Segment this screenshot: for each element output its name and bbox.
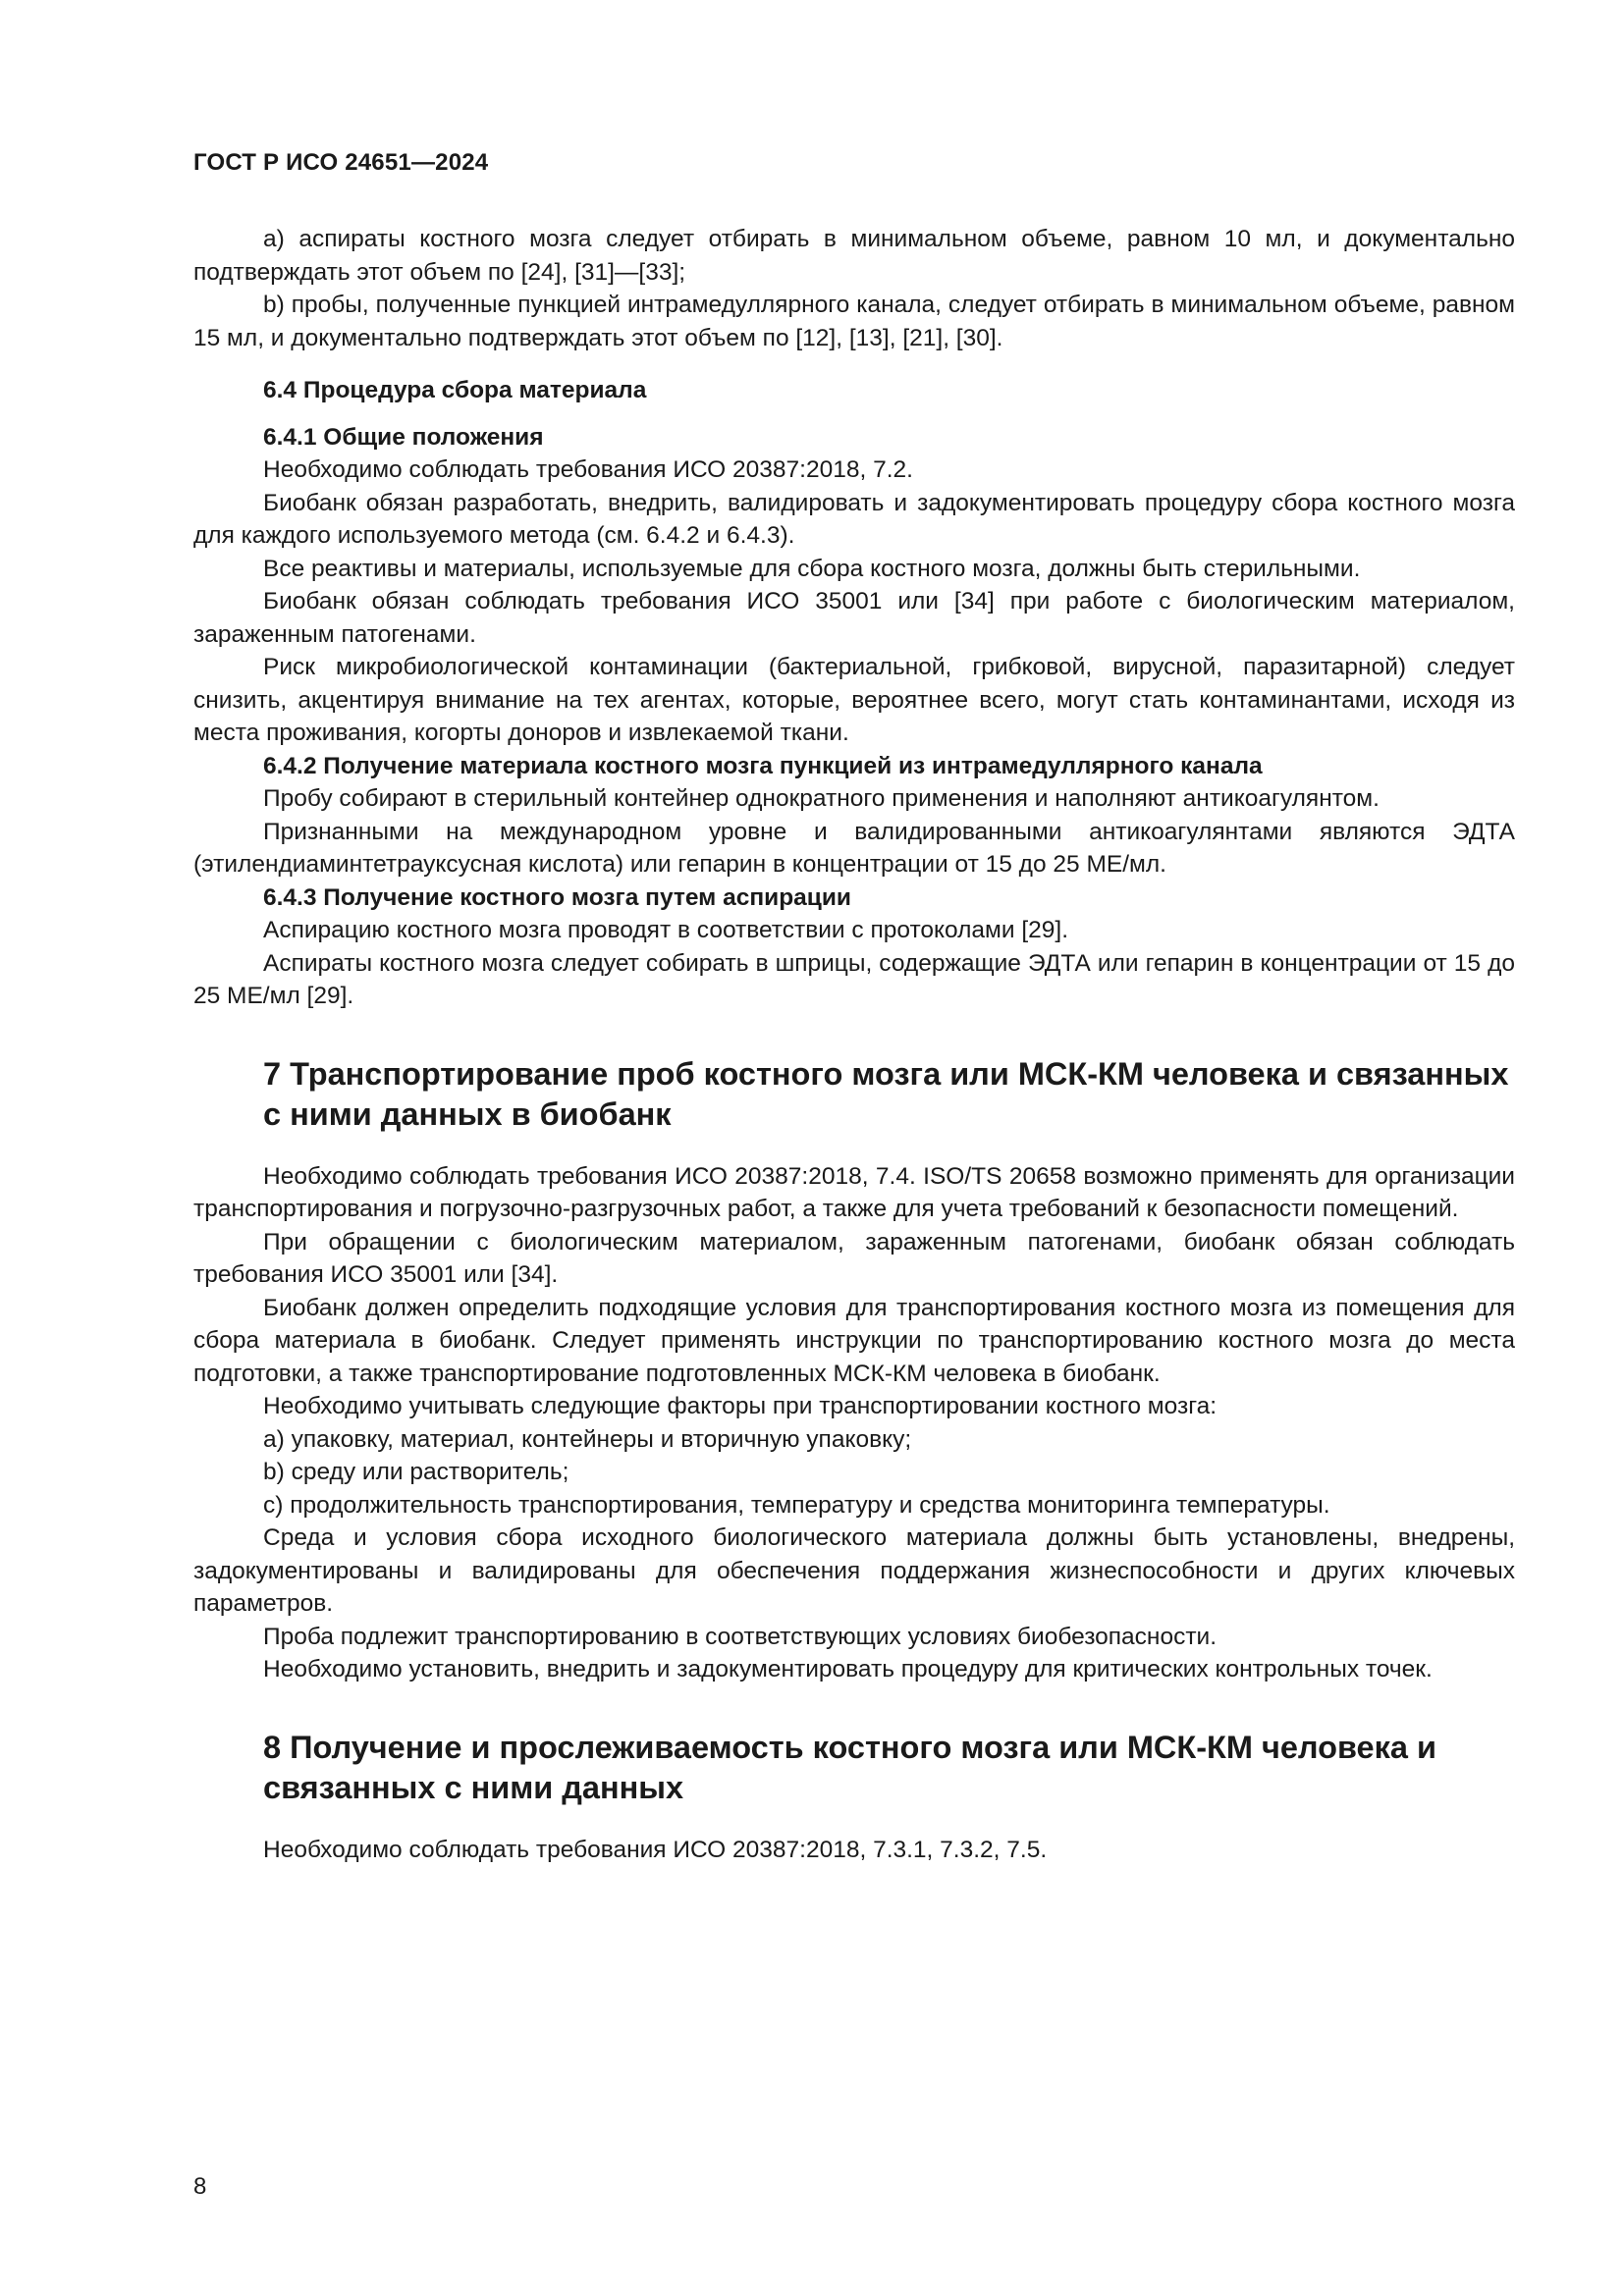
paragraph: Биобанк должен определить подходящие условия для транспортирования костного мозга из помещения для сбора материала в биобанк. Следует применять инструкции по транспортированию костного мозга до места подготовки, а также транспортирование подготовленных МСК-КМ человека в биобанк. — [193, 1294, 1515, 1387]
list-item-b: b) среду или растворитель; — [263, 1459, 569, 1485]
paragraph: Риск микробиологической контаминации (бактериальной, грибковой, вирусной, паразитарной) следует снизить, акцентируя внимание на тех агентах, которые, вероятнее всего, могут стать контаминантами, исходя из места проживания, когорты доноров и извлекаемой ткани. — [193, 654, 1515, 746]
list-item-a: a) упаковку, материал, контейнеры и вторичную упаковку; — [263, 1425, 912, 1453]
paragraph: Аспираты костного мозга следует собирать в шприцы, содержащие ЭДТА или гепарин в концентрации от 15 до 25 МЕ/мл [29]. — [193, 949, 1515, 1009]
section-heading-6-4-3: 6.4.3 Получение костного мозга путем аспирации — [263, 883, 851, 911]
paragraph: Необходимо соблюдать требования ИСО 20387:2018, 7.3.1, 7.3.2, 7.5. — [263, 1836, 1048, 1863]
page-number: 8 — [193, 2173, 207, 2200]
paragraph: Все реактивы и материалы, используемые для сбора костного мозга, должны быть стерильными. — [263, 555, 1361, 582]
paragraph: Признанными на международном уровне и валидированными антикоагулянтами являются ЭДТА (этилендиаминтетрауксусная кислота) или гепарин в концентрации от 15 до 25 МЕ/мл. — [193, 818, 1515, 878]
list-item-a: a) аспираты костного мозга следует отбирать в минимальном объеме, равном 10 мл, и документально подтверждать этот объем по [24], [31]—[33]; — [193, 226, 1515, 286]
paragraph: Пробу собирают в стерильный контейнер однократного применения и наполняют антикоагулянтом. — [263, 785, 1380, 812]
paragraph: Необходимо учитывать следующие факторы при транспортировании костного мозга: — [263, 1393, 1218, 1419]
paragraph: Среда и условия сбора исходного биологического материала должны быть установлены, внедрены, задокументированы и валидированы для обеспечения поддержания жизнеспособности и других ключевых параметров. — [193, 1524, 1515, 1617]
paragraph: При обращении с биологическим материалом, зараженным патогенами, биобанк обязан соблюдать требования ИСО 35001 или [34]. — [193, 1228, 1515, 1288]
section-heading-7: 7 Транспортирование проб костного мозга или МСК-КМ человека и связанных с ними данных в биобанк — [263, 1055, 1509, 1132]
section-heading-6-4-2: 6.4.2 Получение материала костного мозга пункцией из интрамедуллярного канала — [263, 752, 1263, 779]
section-heading-6-4: 6.4 Процедура сбора материала — [263, 377, 647, 403]
section-heading-6-4-1: 6.4.1 Общие положения — [263, 423, 544, 451]
document-header: ГОСТ Р ИСО 24651—2024 — [193, 149, 489, 176]
paragraph: Биобанк обязан соблюдать требования ИСО 35001 или [34] при работе с биологическим материалом, зараженным патогенами. — [193, 588, 1515, 648]
list-item-b: b) пробы, полученные пункцией интрамедуллярного канала, следует отбирать в минимальном объеме, равном 15 мл, и документально подтверждать этот объем по [12], [13], [21], [30]. — [193, 292, 1515, 351]
paragraph: Необходимо соблюдать требования ИСО 20387:2018, 7.4. ISO/TS 20658 возможно применять для организации транспортирования и погрузочно-разгрузочных работ, а также для учета требований к безопасности помещений. — [193, 1162, 1515, 1222]
paragraph: Аспирацию костного мозга проводят в соответствии с протоколами [29]. — [263, 917, 1069, 943]
list-item-c: c) продолжительность транспортирования, температуру и средства мониторинга температуры. — [263, 1491, 1330, 1519]
document-body — [193, 223, 1515, 1866]
paragraph: Необходимо установить, внедрить и задокументировать процедуру для критических контрольных точек. — [263, 1656, 1433, 1682]
section-heading-8: 8 Получение и прослеживаемость костного мозга или МСК-КМ человека и связанных с ними данных — [263, 1729, 1436, 1805]
paragraph: Проба подлежит транспортированию в соответствующих условиях биобезопасности. — [263, 1623, 1218, 1650]
paragraph: Биобанк обязан разработать, внедрить, валидировать и задокументировать процедуру сбора костного мозга для каждого используемого метода (см. 6.4.2 и 6.4.3). — [193, 489, 1515, 549]
paragraph: Необходимо соблюдать требования ИСО 20387:2018, 7.2. — [263, 456, 913, 483]
